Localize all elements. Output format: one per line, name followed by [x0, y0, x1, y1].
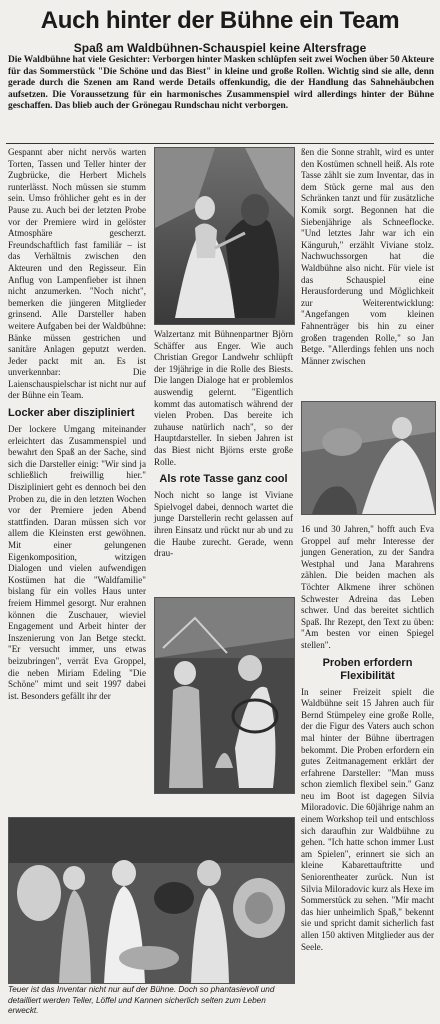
column-1: [8, 147, 146, 702]
paragraph: 16 und 30 Jahren," hofft auch Eva Groppel auf mehr Interesse der jungen Generation, zu der Sandra Westphal und Jana Marahrens zählen. Die beiden machen als Töchter Alkmene ihrer schönen Schwester Adreina das Leben schwer. Und das bereitet sichtlich Spaß. Ihr Rezept, den Text zu üben: "Am besten vor einen Spiegel stellen".: [301, 524, 434, 650]
children-costume-photo-image: [155, 598, 294, 793]
ensemble-photo-image: [9, 818, 294, 983]
section-heading: Proben erfordern Flexibilität: [322, 656, 413, 682]
section-heading: Als rote Tasse ganz cool: [159, 473, 288, 486]
photo-caption: Teuer ist das Inventar nicht nur auf der Bühne. Doch so phantasievoll und detailliert werden Teller, Löffel und Kannen sicherlich selten zum Leben erweckt.: [8, 985, 275, 1015]
sisters-photo-image: [302, 402, 435, 514]
article-headline: Auch hinter der Bühne ein Team: [40, 7, 400, 34]
paragraph: Gespannt aber nicht nervös warten Torten, Tassen und Teller hinter der Zugbrücke, die Herbert Michels runterlässt. Noch müssen sie stumm sein. Umso fröhlicher geht es in der Pause zu. Auch bei der letzten Probe vor der Premiere wird in gelöster Atmosphäre gescherzt. Freundschaftlich fast familiär – ist das Verhältnis zwischen den Akteuren und den Regisseur. Ein Anflug von Lampenfieber ist ihnen nicht anzumerken. "Noch nicht", bemerken die jüngeren Mitglieder grinsend. Alle Darsteller haben weitere Aufgaben bei der Waldbühne: Bänke müssen gestrichen und sanitäre Anlagen geputzt werden. Jeder packt mit an. Es ist unverkennbar: Die Laienschauspielschar ist nicht nur auf der Bühne ein Team.: [8, 147, 146, 401]
children-costume-photo: [154, 597, 295, 794]
column-3-top: [301, 147, 434, 367]
article-subhead: Spaß am Waldbühnen-Schauspiel keine Altersfrage: [73, 41, 367, 55]
paragraph: Noch nicht so lange ist Viviane Spielvogel dabei, dennoch wartet die junge Darstellerin recht gelassen auf ihren Einsatz und rückt nur ab und zu die Haube zurecht. Gerade, wenn drau-: [154, 490, 293, 559]
paragraph: In seiner Freizeit spielt die Waldbühne seit 15 Jahren auch für Bernd Stümpeley eine große Rolle, der die Figur des Vaters auch schon mal hinter der Bühne übertragen bekommt. Die Proben erfordern ein gutes Zeitmanagement erklärt der erfahrene Darsteller: "Man muss schon ziemlich flexibel sein." Ganz neu im Boot ist dagegen Silvia Miloradovic. Die 60jährige nahm an einem Workshop teil und entschloss sich daraufhin zur Waldbühne zu gehen. "Ich hatte schon immer Lust am Spielen", erinnert sie sich an kleine Kabarettauftritte und Seniorentheater zurück. Nun ist Silvia Miloradovic kurz als Hexe im Sommerstück zu sehen. "Mir macht das hier unheimlich Spaß," bekennt sie und spricht damit sicherlich fast allen 150 aktiven Mitglieder aus der Seele.: [301, 686, 434, 952]
column-3-bottom: [301, 524, 434, 953]
paragraph: Walzertanz mit Bühnenpartner Björn Schäffer aus Enger. Wie auch Christian Gregor Landwehr schlüpft der 19jährige in die Rolle des Biests. Die langen Dialoge hat er problemlos auswendig gelernt. "Eigentlich kommt das automatisch während der vielen Proben. Das bereite ich zuhause natürlich nach", so der Hauptdarsteller. In sieben Jahren ist das Biest nicht Björns erste große Rolle.: [154, 329, 293, 467]
lead-divider: [6, 143, 434, 144]
sisters-photo: [301, 401, 436, 515]
paragraph: Der lockere Umgang miteinander erleichtert das Zusammenspiel und bewahrt den Spaß an der Sache, sind sich die Darsteller einig: "Wir sind ja schließlich freiwillig hier." Diszipliniert geht es dennoch bei den Proben zu, die in den letzten Wochen vor der Premiere jeden Abend stattfinden. Daran müssen sich vor allem die Kleinsten erst gewöhnen. Mit einer gelungenen Eigenkomposition, witzigen Dialogen und vielen aufwendigen Kostümen hat die "Waldfamilie" bislang für ein volles Haus unter freiem Himmel gesorgt. Nur erahnen können die Zuschauer, wieviel Engagement und Arbeit hinter der Inszenierung von Jan Betge steckt. "Er versucht immer, uns etwas beizubringen", verrät Eva Groppel, die neben Miriam Edeling "Die Schöne" mimt und seit 1997 dabei ist. Besonders gefällt ihr der: [8, 424, 146, 701]
paragraph: ßen die Sonne strahlt, wird es unter den Kostümen schnell heiß. Als rote Tasse zählt sie zum Inventar, das in dem Stück gerne mal aus den Schränken tanzt und für zusätzliche Komik sorgt. Begonnen hat die Siebenjährige als Schneeflocke. "Und letztes Jahr war ich ein Känguruh," erzählt Viviane stolz. Nachwuchssorgen hat die Waldbühne also nicht. Für viele ist das Schauspiel eine Herausforderung und Möglichkeit zur Weiterentwicklung: "Angefangen vom kleinen Fahnenträger bis hin zu einer großen tragenden Rolle," so Jan Betge. "Allerdings fehlen uns noch Männer zwischen: [301, 147, 434, 366]
article-lead: Die Waldbühne hat viele Gesichter: Verborgen hinter Masken schlüpfen seit zwei Wochen über 50 Akteure für das Sommerstück "Die Schöne und das Biest" in kleine und große Rollen. Wichtig sind sie alle, denn gerade durch die Szenen am Rand werde Details offenkundig, die der Handlung das Sahnehäubchen aufsetzen. Die Voraussetzung für ein harmonisches Zusammenspiel wird allerdings hinter der Bühne geschaffen. Das blieb auch der Grönegau Rundschau nicht verborgen.: [8, 55, 434, 112]
column-2: [154, 329, 293, 560]
ensemble-photo: [8, 817, 295, 984]
dance-photo-image: [155, 148, 294, 324]
dance-photo: [154, 147, 295, 325]
section-heading: Locker aber diszipliniert: [8, 407, 135, 420]
